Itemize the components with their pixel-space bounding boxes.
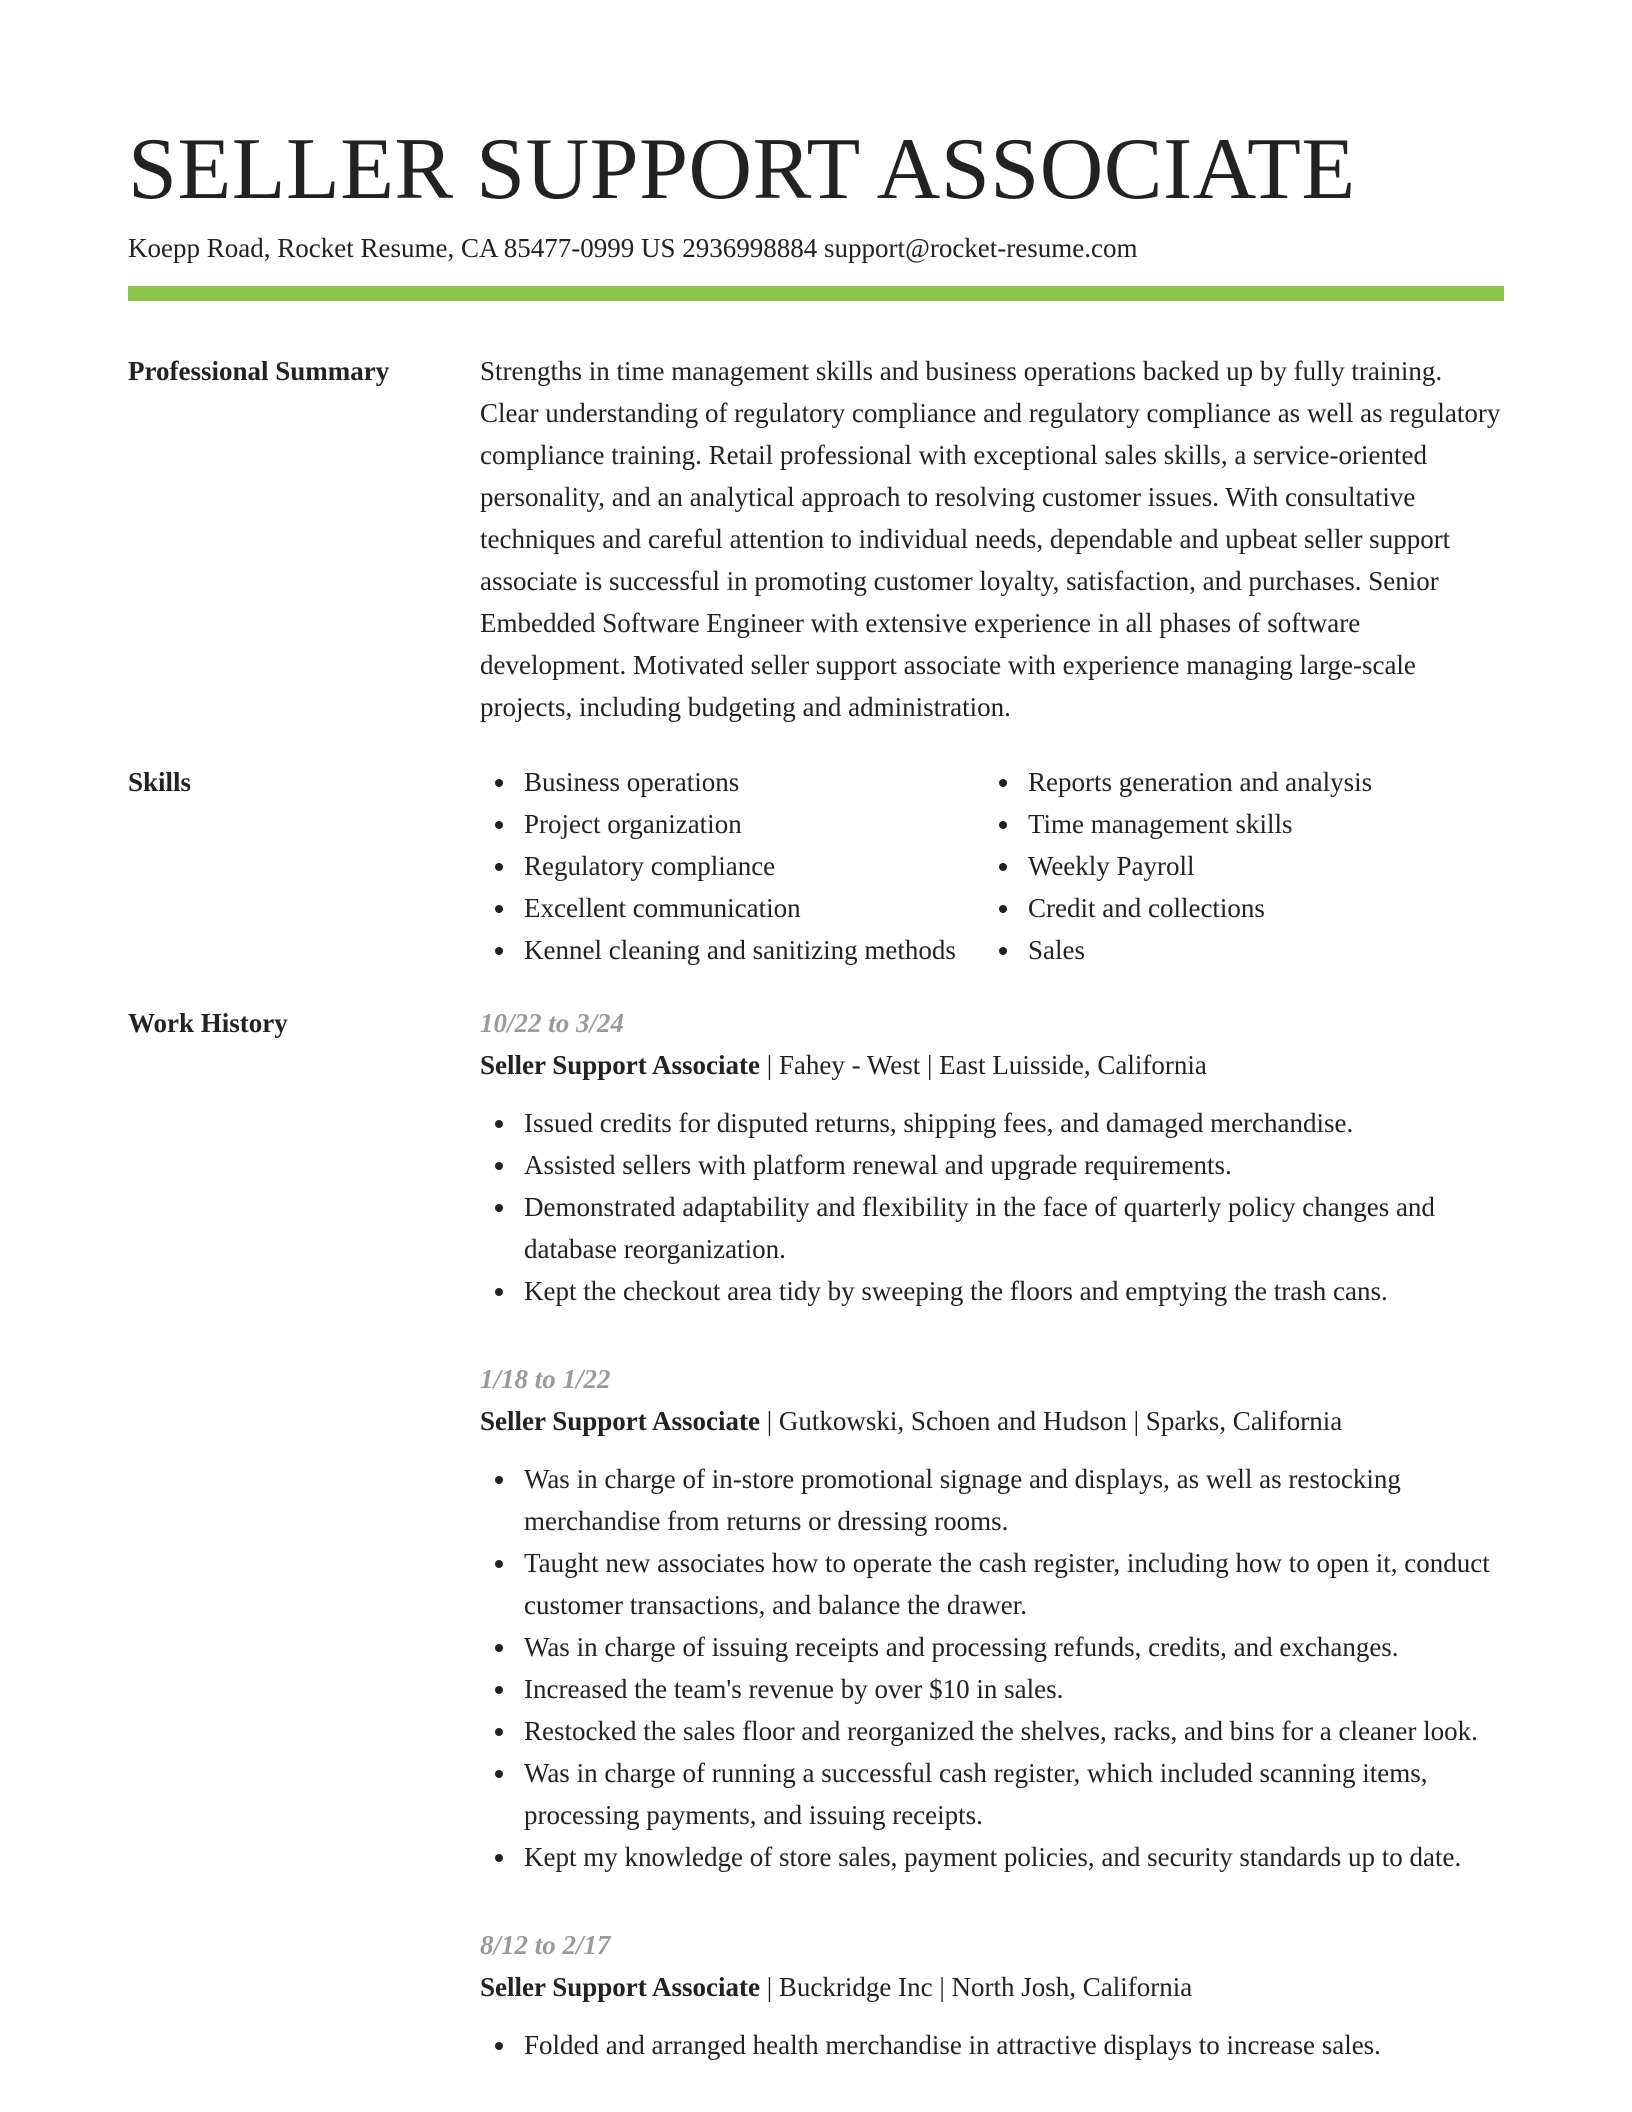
job-dates: 1/18 to 1/22 bbox=[480, 1364, 611, 1394]
job-title: Seller Support Associate bbox=[480, 1406, 761, 1436]
skill-item: Business operations bbox=[480, 761, 984, 803]
job-heading bbox=[480, 1044, 1504, 1086]
job-entry bbox=[480, 1924, 1504, 2066]
skills-list-right bbox=[984, 761, 1504, 971]
job-bullets bbox=[480, 1102, 1504, 1312]
job-bullet: Assisted sellers with platform renewal and upgrade requirements. bbox=[480, 1144, 1504, 1186]
header-divider bbox=[128, 286, 1504, 301]
job-bullet: Issued credits for disputed returns, shipping fees, and damaged merchandise. bbox=[480, 1102, 1504, 1144]
summary-text: Strengths in time management skills and business operations backed up by fully training. Clear understanding of regulatory compliance and regulatory compliance as well as regulatory compliance training. Retail professional with exceptional sales skills, a service-oriented personality, and an analytical approach to resolving customer issues. With consultative techniques and careful attention to individual needs, dependable and upbeat seller support associate is successful in promoting customer loyalty, satisfaction, and purchases. Senior Embedded Software Engineer with extensive experience in all phases of software development. Motivated seller support associate with experience managing large-scale projects, including budgeting and administration. bbox=[480, 356, 1501, 722]
job-heading bbox=[480, 1400, 1504, 1442]
job-bullet: Was in charge of issuing receipts and processing refunds, credits, and exchanges. bbox=[480, 1626, 1504, 1668]
job-bullet: Was in charge of running a successful cash register, which included scanning items, processing payments, and issuing receipts. bbox=[480, 1752, 1504, 1836]
job-details: | Gutkowski, Schoen and Hudson | Sparks, California bbox=[760, 1406, 1343, 1436]
job-bullet: Taught new associates how to operate the cash register, including how to open it, conduct customer transactions, and balance the drawer. bbox=[480, 1542, 1504, 1626]
skill-item: Reports generation and analysis bbox=[984, 761, 1504, 803]
contact-info: Koepp Road, Rocket Resume, CA 85477-0999 US 2936998884 support@rocket-resume.com bbox=[128, 233, 1138, 263]
skills-body bbox=[480, 761, 1504, 971]
job-bullet: Kept my knowledge of store sales, payment policies, and security standards up to date. bbox=[480, 1836, 1504, 1878]
section-label-work: Work History bbox=[128, 1008, 288, 1038]
skills-list-left bbox=[480, 761, 984, 971]
skills-grid bbox=[480, 761, 1504, 971]
job-bullet: Increased the team's revenue by over $10 in sales. bbox=[480, 1668, 1504, 1710]
job-bullets bbox=[480, 2024, 1504, 2066]
job-title: Seller Support Associate bbox=[480, 1972, 761, 2002]
skill-item: Project organization bbox=[480, 803, 984, 845]
page-title: SELLER SUPPORT ASSOCIATE bbox=[128, 121, 1356, 218]
section-label-summary: Professional Summary bbox=[128, 356, 390, 386]
job-bullet: Was in charge of in-store promotional signage and displays, as well as restocking merchandise from returns or dressing rooms. bbox=[480, 1458, 1504, 1542]
skill-item: Excellent communication bbox=[480, 887, 984, 929]
job-bullet: Demonstrated adaptability and flexibility in the face of quarterly policy changes and database reorganization. bbox=[480, 1186, 1504, 1270]
job-heading bbox=[480, 1966, 1504, 2008]
skill-item: Time management skills bbox=[984, 803, 1504, 845]
job-title: Seller Support Associate bbox=[480, 1050, 761, 1080]
skill-item: Weekly Payroll bbox=[984, 845, 1504, 887]
summary-body bbox=[480, 350, 1504, 728]
work-body bbox=[480, 1002, 1504, 2112]
skill-item: Regulatory compliance bbox=[480, 845, 984, 887]
job-bullet: Folded and arranged health merchandise in attractive displays to increase sales. bbox=[480, 2024, 1504, 2066]
job-bullet: Restocked the sales floor and reorganized the shelves, racks, and bins for a cleaner look. bbox=[480, 1710, 1504, 1752]
job-details: | Fahey - West | East Luisside, California bbox=[760, 1050, 1207, 1080]
job-bullet: Kept the checkout area tidy by sweeping the floors and emptying the trash cans. bbox=[480, 1270, 1504, 1312]
skill-item: Credit and collections bbox=[984, 887, 1504, 929]
job-dates: 8/12 to 2/17 bbox=[480, 1930, 611, 1960]
skill-item: Sales bbox=[984, 929, 1504, 971]
job-details: | Buckridge Inc | North Josh, California bbox=[760, 1972, 1193, 2002]
skill-item: Kennel cleaning and sanitizing methods bbox=[480, 929, 984, 971]
section-label-skills: Skills bbox=[128, 767, 192, 797]
job-dates: 10/22 to 3/24 bbox=[480, 1008, 625, 1038]
job-entry bbox=[480, 1358, 1504, 1878]
job-entry bbox=[480, 1002, 1504, 1312]
job-bullets bbox=[480, 1458, 1504, 1878]
